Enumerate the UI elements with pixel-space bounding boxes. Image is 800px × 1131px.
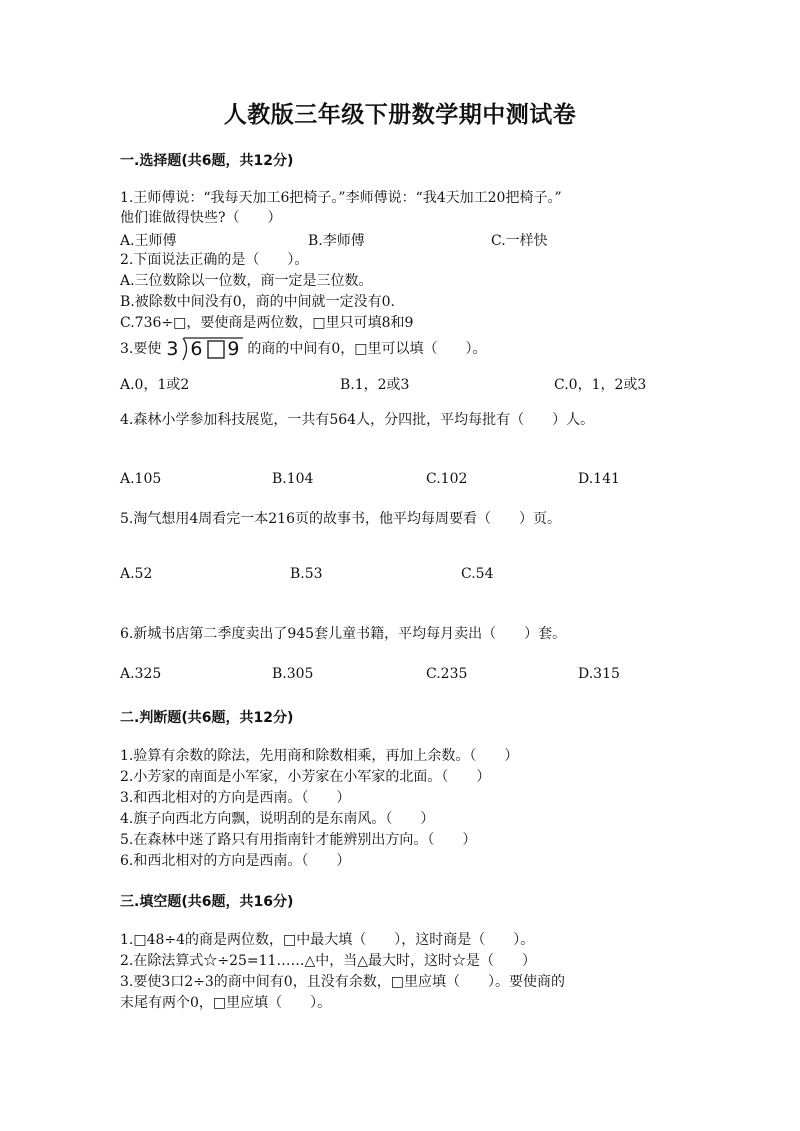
option-a: A.王师傅 [120, 233, 177, 249]
question-1-line-1: 1.王师傅说：“我每天加工6把椅子。”李师傅说：“我4天加工20把椅子。” [120, 190, 562, 206]
fill-item-2: 2.在除法算式☆÷25=11……△中，当△最大时，这时☆是（ ） [120, 953, 536, 969]
long-division-figure [163, 336, 245, 360]
question-1-options [120, 230, 680, 250]
section-heading-fill-blank: 三.填空题(共6题，共16分) [120, 894, 294, 910]
question-5-stem: 5.淘气想用4周看完一本216页的故事书，他平均每周要看（ ）页。 [120, 511, 561, 527]
question-2-option-a: A.三位数除以一位数，商一定是三位数。 [120, 273, 373, 289]
option-c: C.235 [426, 666, 468, 682]
option-c: C.102 [426, 471, 468, 487]
tf-item-6: 6.和西北相对的方向是西南。（ ） [120, 853, 351, 869]
option-d: D.141 [578, 471, 620, 487]
question-6-stem: 6.新城书店第二季度卖出了945套儿童书籍，平均每月卖出（ ）套。 [120, 626, 567, 642]
fill-item-1: 1.□48÷4的商是两位数，□中最大填（ ），这时商是（ ）。 [120, 932, 535, 948]
fill-item-3-line-1: 3.要使3口2÷3的商中间有0，且没有余数，□里应填（ ）。要使商的 [120, 974, 565, 990]
question-2-stem: 2.下面说法正确的是（ ）。 [120, 252, 309, 268]
option-b: B.53 [290, 566, 323, 582]
divisor: 3 [166, 338, 179, 360]
option-a: A.325 [120, 666, 162, 682]
section-heading-choice: 一.选择题(共6题，共12分) [120, 153, 294, 169]
option-b: B.1，2或3 [340, 377, 410, 393]
question-3-stem [120, 336, 487, 362]
option-a: A.105 [120, 471, 162, 487]
question-2-option-c: C.736÷□，要使商是两位数，□里只可填8和9 [120, 315, 414, 331]
option-b: B.李师傅 [308, 233, 365, 249]
exam-title: 人教版三年级下册数学期中测试卷 [223, 101, 577, 128]
question-4-options [120, 471, 680, 491]
dividend-digit-1: 6 [190, 338, 203, 360]
question-6-options [120, 666, 680, 686]
tf-item-5: 5.在森林中迷了路只有用指南针才能辨别出方向。（ ） [120, 832, 477, 848]
question-3-options [120, 374, 680, 394]
tf-item-1: 1.验算有余数的除法，先用商和除数相乘，再加上余数。（ ） [120, 748, 519, 764]
question-3-before: 3.要使 [120, 341, 162, 357]
option-a: A.52 [120, 566, 153, 582]
option-d: D.315 [578, 666, 620, 682]
tf-item-3: 3.和西北相对的方向是西南。（ ） [120, 790, 351, 806]
question-2-option-b: B.被除数中间没有0，商的中间就一定没有0. [120, 294, 396, 310]
fill-item-3-line-2: 末尾有两个0，□里应填（ ）。 [120, 995, 332, 1011]
dividend-digit-3: 9 [227, 338, 240, 360]
section-heading-true-false: 二.判断题(共6题，共12分) [120, 710, 294, 726]
option-c: C.54 [461, 566, 494, 582]
tf-item-4: 4.旗子向西北方向飘，说明刮的是东南风。（ ） [120, 811, 435, 827]
question-5-options [120, 566, 680, 586]
option-a: A.0，1或2 [120, 377, 190, 393]
tf-item-2: 2.小芳家的南面是小军家，小芳家在小军家的北面。（ ） [120, 769, 491, 785]
question-3-after: 的商的中间有0，□里可以填（ ）。 [247, 341, 487, 357]
option-c: C.0，1，2或3 [554, 377, 647, 393]
option-b: B.305 [272, 666, 314, 682]
option-b: B.104 [272, 471, 314, 487]
question-1-line-2: 他们谁做得快些?（ ） [120, 210, 282, 226]
question-4-stem: 4.森林小学参加科技展览，一共有564人，分四批，平均每批有（ ）人。 [120, 412, 595, 428]
option-c: C.一样快 [491, 233, 548, 249]
